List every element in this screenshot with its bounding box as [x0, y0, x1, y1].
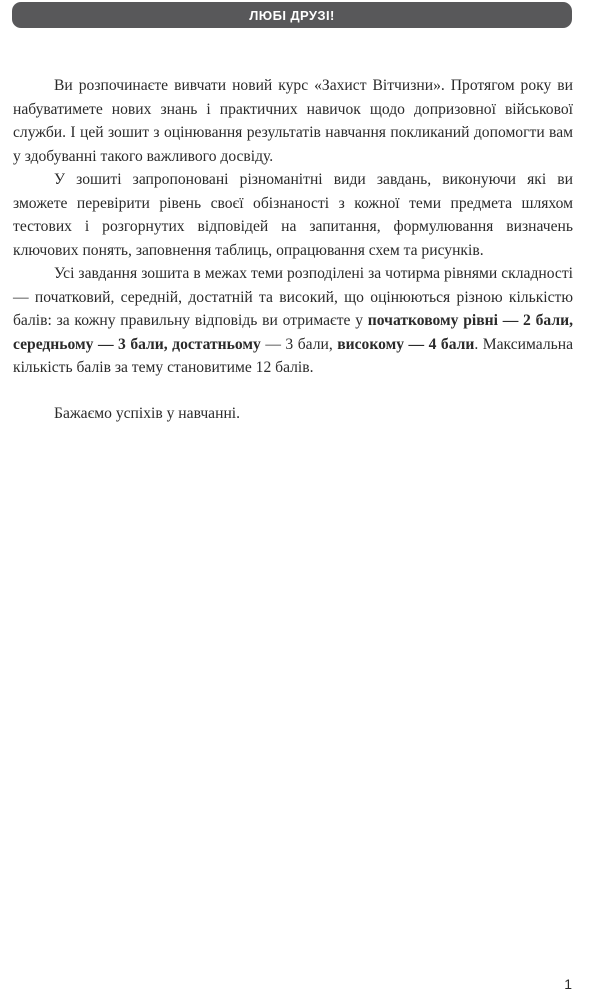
page-number: 1 — [564, 976, 572, 992]
page-title: ЛЮБІ ДРУЗІ! — [249, 7, 335, 23]
tasks-paragraph: У зошиті запропоновані різноманітні види завдань, виконуючи які ви зможете перевірити рівень своєї обізнаності з кожної теми предмета шляхом тестових і розгорнутих відповідей на запитання, формулювання визначень ключових понять, заповнення таблиць, опрацювання схем та рисунків. — [13, 171, 573, 259]
grading-text-1: Усі завдання зошита в межах теми розподілені за чотирма рівнями складності — початковий, середній, достатній та високий, що оцінюються різною кількістю балів: за кожну правильну відповідь ви отримаєте у — [13, 265, 573, 329]
intro-paragraph: Ви розпочинаєте вивчати новий курс «Захист Вітчизни». Протягом року ви набуватимете нових знань і практичних навичок щодо допризовної військової служби. І цей зошит з оцінювання результатів навчання покликаний допомогти вам у здобуванні такого важливого досвіду. — [13, 77, 573, 165]
closing-wish: Бажаємо успіхів у навчанні. — [54, 404, 241, 422]
grading-bold-1: початковому рівні — 2 бали, середньому — 3 бали, достатньому — [13, 312, 573, 353]
grading-text-3: . Максимальна кількість балів за тему становитиме 12 балів. — [13, 335, 573, 376]
grading-bold-2: високому — 4 бали — [337, 335, 475, 353]
grading-text-2: — 3 бали, — [260, 335, 338, 353]
grading-paragraph — [13, 262, 573, 380]
page-header-bar — [12, 2, 572, 28]
body-text — [13, 74, 573, 425]
